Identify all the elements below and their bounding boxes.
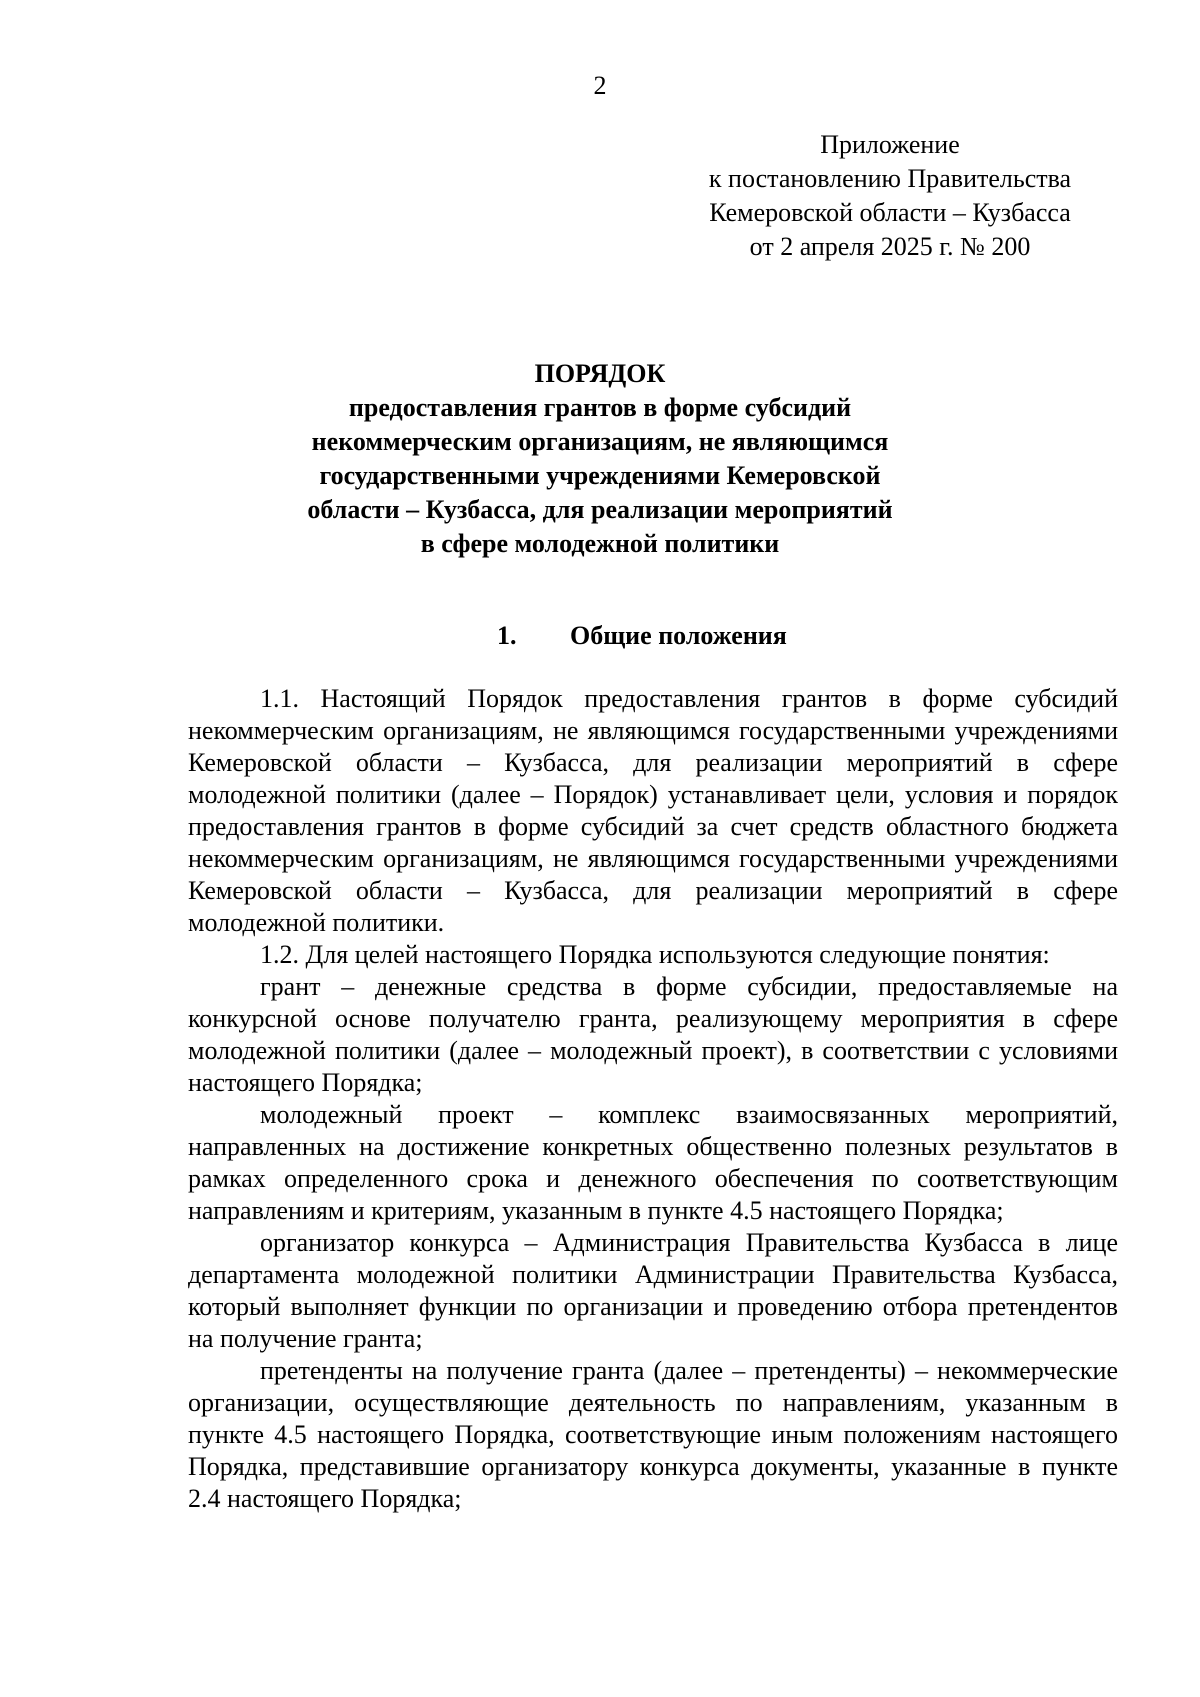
section-number: 1. (497, 621, 517, 650)
title-line: государственными учреждениями Кемеровской (319, 461, 881, 490)
title-line: некоммерческим организациям, не являющимся (311, 427, 889, 456)
paragraph: 1.2. Для целей настоящего Порядка используются следующие понятия: (260, 940, 1050, 969)
appendix-note (660, 128, 1120, 264)
page-number: 2 (593, 71, 607, 100)
paragraph: 1.1. Настоящий Порядок предоставления грантов в форме субсидий некоммерческим организациям, не являющимся государственными учреждениями Кемеровской области – Кузбасса, для реализации мероприятий в сфере молодежной политики (далее – Порядок) устанавливает цели, условия и порядок предоставления грантов в форме субсидий за счет средств областного бюджета некоммерческим организациям, не являющимся государственными учреждениями Кемеровской области – Кузбасса, для реализации мероприятий в сфере молодежной политики. (188, 684, 1118, 937)
title-line: области – Кузбасса, для реализации мероприятий (307, 495, 893, 524)
title-line: предоставления грантов в форме субсидий (348, 393, 852, 422)
body-text (188, 683, 1118, 1515)
paragraph: организатор конкурса – Администрация Правительства Кузбасса в лице департамента молодежной политики Администрации Правительства Кузбасса, который выполняет функции по организации и проведению отбора претендентов на получение гранта; (188, 1228, 1118, 1353)
paragraph: грант – денежные средства в форме субсидии, предоставляемые на конкурсной основе получателю гранта, реализующему мероприятия в сфере молодежной политики (далее – молодежный проект), в соответствии с условиями настоящего Порядка; (188, 972, 1118, 1097)
title-heading: ПОРЯДОК (534, 359, 666, 388)
appendix-date-line: от 2 апреля 2025 г. № 200 (749, 232, 1031, 261)
paragraph: претенденты на получение гранта (далее – претенденты) – некоммерческие организации, осуществляющие деятельность по направлениям, указанным в пункте 4.5 настоящего Порядка, соответствующие иным положениям настоящего Порядка, представившие организатору конкурса документы, указанные в пункте 2.4 настоящего Порядка; (188, 1356, 1118, 1513)
appendix-line: к постановлению Правительства (708, 164, 1072, 193)
appendix-line: Приложение (820, 130, 960, 159)
appendix-line: Кемеровской области – Кузбасса (709, 198, 1071, 227)
title-line: в сфере молодежной политики (420, 529, 780, 558)
document-title (0, 357, 1200, 561)
section-title: Общие положения (570, 621, 787, 650)
paragraph: молодежный проект – комплекс взаимосвязанных мероприятий, направленных на достижение конкретных общественно полезных результатов в рамках определенного срока и денежного обеспечения по соответствующим направлениям и критериям, указанным в пункте 4.5 настоящего Порядка; (188, 1100, 1118, 1225)
